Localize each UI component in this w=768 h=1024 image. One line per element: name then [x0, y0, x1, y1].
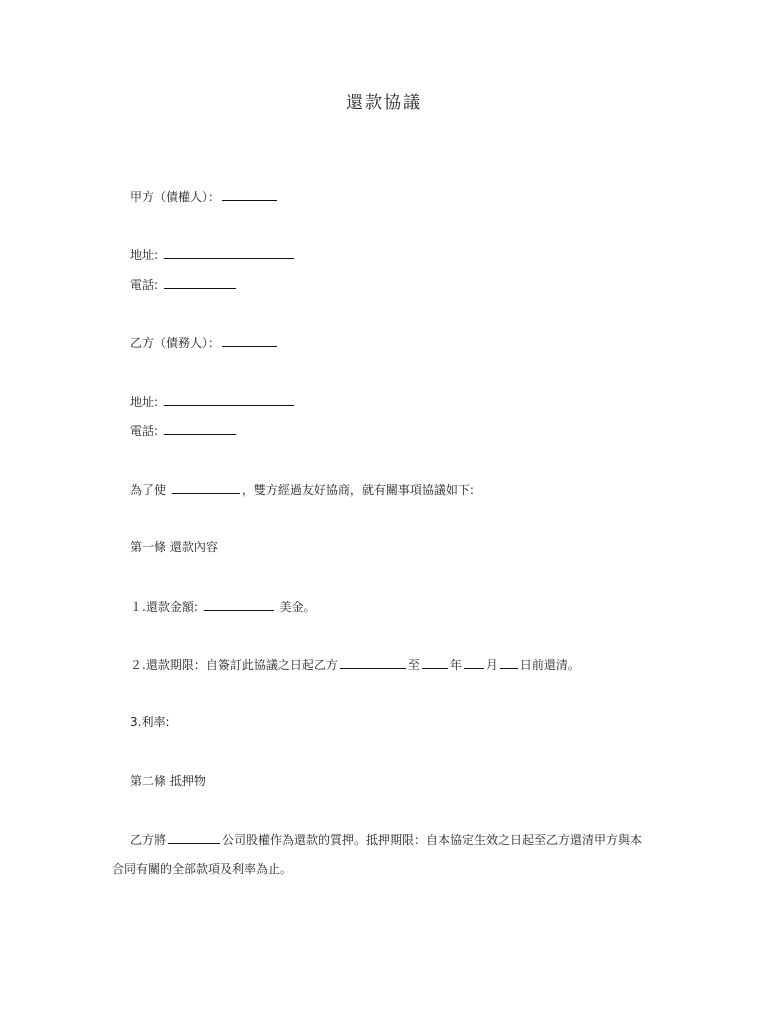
- party-a-name-blank[interactable]: [222, 187, 277, 201]
- party-a-address-blank[interactable]: [164, 245, 294, 259]
- party-b-phone-blank[interactable]: [164, 421, 236, 435]
- party-b-name-blank[interactable]: [222, 333, 277, 347]
- party-a-phone-line: [130, 275, 238, 294]
- party-a-phone-label: 電話:: [130, 278, 159, 292]
- party-b-label: 乙方（債務人）：: [130, 336, 221, 350]
- item1-prefix: １.還款金額:: [130, 600, 198, 614]
- article2-para-part1: 乙方將: [130, 833, 167, 847]
- party-b-line: [130, 333, 279, 352]
- article2-heading: 第二條 抵押物: [130, 774, 206, 788]
- month-blank[interactable]: [464, 655, 484, 669]
- article1-item2-line: [130, 655, 580, 674]
- repayment-period-blank[interactable]: [340, 655, 406, 669]
- article1-item1-line: [130, 597, 316, 616]
- intro-line: [130, 480, 474, 499]
- document-title: 還款協議: [346, 93, 422, 113]
- party-b-phone-label: 電話:: [130, 424, 159, 438]
- party-b-phone-line: [130, 421, 238, 440]
- article2-para-part2: 公司股權作為還款的質押。抵押期限：自本協定生效之日起至乙方還清甲方與本: [222, 833, 643, 847]
- item2-suffix: 日前還清。: [519, 658, 580, 672]
- repayment-amount-blank[interactable]: [204, 597, 274, 611]
- party-a-phone-blank[interactable]: [164, 275, 236, 289]
- article2-paragraph-line1: [130, 830, 642, 849]
- item2-month: 月: [485, 658, 498, 672]
- intro-blank[interactable]: [172, 480, 240, 494]
- party-b-address-blank[interactable]: [164, 392, 294, 406]
- party-b-address-line: [130, 392, 296, 411]
- intro-suffix: ，雙方經過友好協商，就有關事項協議如下:: [241, 483, 474, 497]
- item2-year: 年: [449, 658, 462, 672]
- article1-heading: 第一條 還款內容: [130, 540, 218, 554]
- item2-to: 至: [407, 658, 420, 672]
- article1-item3-line: 3.利率:: [130, 715, 170, 729]
- article2-paragraph-line2: 合同有關的全部款項及利率為止。: [112, 862, 293, 876]
- party-a-label: 甲方（債權人）：: [130, 190, 221, 204]
- item2-prefix: ２.還款期限：自簽訂此協議之日起乙方: [130, 658, 338, 672]
- party-b-address-label: 地址:: [130, 395, 159, 409]
- party-a-line: [130, 187, 279, 206]
- party-a-address-line: [130, 245, 296, 264]
- intro-prefix: 為了使: [130, 483, 167, 497]
- party-a-address-label: 地址:: [130, 248, 159, 262]
- year-blank[interactable]: [422, 655, 448, 669]
- company-equity-blank[interactable]: [168, 830, 220, 844]
- day-blank[interactable]: [500, 655, 518, 669]
- item1-suffix: 美金。: [279, 600, 316, 614]
